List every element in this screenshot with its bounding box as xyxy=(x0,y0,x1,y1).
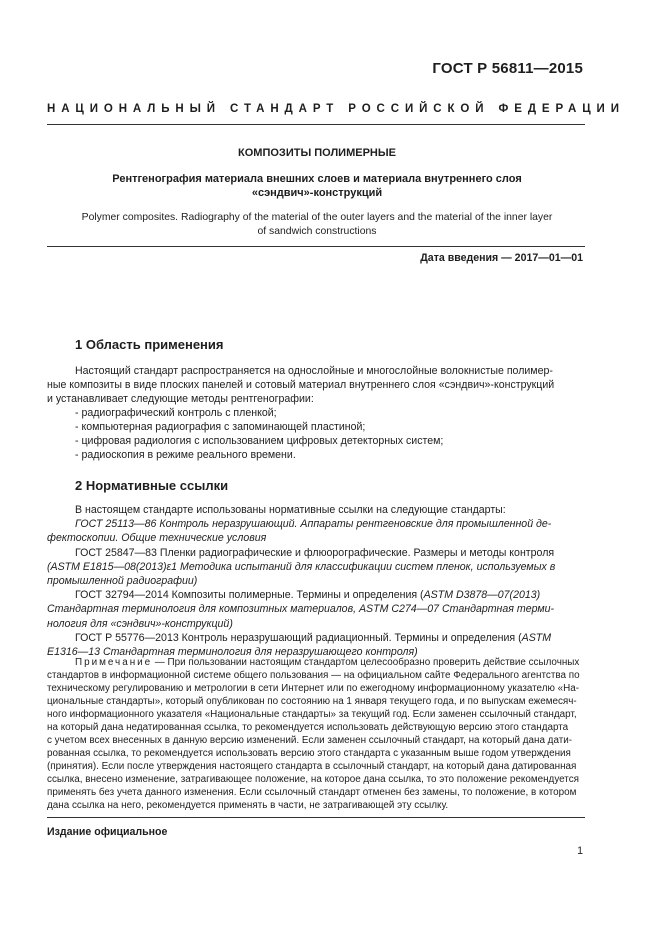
note-line: дана ссылка на него, рекомендуется применять в части, не затрагивающей эту ссылку. xyxy=(47,800,449,811)
english-title xyxy=(47,211,587,239)
paragraph-line: и устанавливает следующие методы рентгенографии: xyxy=(47,393,314,405)
paragraph-line: Настоящий стандарт распространяется на однослойные и многослойные волокнистые полимер- xyxy=(75,365,553,377)
official-edition-label: Издание официальное xyxy=(47,826,168,838)
document-number: ГОСТ Р 56811—2015 xyxy=(432,60,583,77)
document-subtitle xyxy=(47,172,587,200)
national-standard-header: НАЦИОНАЛЬНЫЙ СТАНДАРТ РОССИЙСКОЙ ФЕДЕРАЦИИ xyxy=(47,103,625,115)
section-2-heading: 2 Нормативные ссылки xyxy=(75,478,229,493)
reference-line: промышленной радиографии) xyxy=(47,575,198,588)
note-line xyxy=(47,656,585,669)
header-rule xyxy=(47,124,585,125)
reference-line: Стандартная терминология для композитных материалов, ASTM C274—07 Стандартная терми- xyxy=(47,603,555,616)
list-item: - радиографический контроль с пленкой; xyxy=(75,407,277,419)
list-item: - радиоскопия в режиме реального времени. xyxy=(75,449,296,461)
subtitle-line: Рентгенография материала внешних слоев и материала внутреннего слоя xyxy=(112,173,522,185)
title-rule xyxy=(47,246,585,247)
reference-text: ГОСТ 32794—2014 Композиты полимерные. Термины и определения ( xyxy=(75,589,424,602)
english-title-line: Polymer composites. Radiography of the material of the outer layers and the material of the inner layer xyxy=(81,212,553,223)
note-label: Примечание xyxy=(75,657,153,668)
note-line: стандартов в информационной системе общего пользования — на официальном сайте Федерального агентства по xyxy=(47,670,580,681)
note-line: с учетом всех внесенных в данную версию изменений. Если заменен ссылочный стандарт, на который дана дати- xyxy=(47,735,573,746)
note-line: (принятия). Если после утверждения настоящего стандарта в ссылочный стандарт, на который дана датированная xyxy=(47,761,577,772)
note-line: рованная ссылка, то рекомендуется использовать версию этого стандарта с указанным выше годом утверждения xyxy=(47,748,571,759)
subtitle-line: «сэндвич»-конструкций xyxy=(251,187,383,199)
list-item: - цифровая радиология с использованием цифровых детекторных систем; xyxy=(75,435,444,447)
reference-line: (ASTM E1815—08(2013)ε1 Методика испытаний для классификации систем пленок, используемых в xyxy=(47,560,556,573)
reference-text: ASTM D3878—07(2013) xyxy=(423,589,541,602)
note-text: — При пользовании настоящим стандартом целесообразно проверить действие ссылочных xyxy=(152,657,580,668)
document-title: КОМПОЗИТЫ ПОЛИМЕРНЫЕ xyxy=(238,147,396,159)
footer-rule xyxy=(47,817,585,818)
reference-line xyxy=(47,631,585,645)
note-line: ного информационного указателя «Национальные стандарты» за текущий год. Если заменен ссылочный стандарт, xyxy=(47,709,577,720)
note-line: на который дана недатированная ссылка, то рекомендуется использовать действующую версию этого стандарта xyxy=(47,722,569,733)
reference-line xyxy=(47,588,585,602)
page-number: 1 xyxy=(577,845,583,857)
section-1-heading: 1 Область применения xyxy=(75,337,224,352)
reference-line: нология для «сэндвич»-конструкций) xyxy=(47,617,233,630)
english-title-line: of sandwich constructions xyxy=(257,226,377,237)
section-1-paragraph xyxy=(47,364,585,406)
references-intro: В настоящем стандарте использованы нормативные ссылки на следующие стандарты: xyxy=(75,504,506,516)
note-block xyxy=(47,656,585,812)
note-line: применять без учета данного изменения. Если ссылочный стандарт отменен без замены, то положение, в котором xyxy=(47,787,577,798)
note-line: циональные стандарты», который опубликован по состоянию на 1 января текущего года, и по выпускам ежемесяч- xyxy=(47,696,577,707)
introduction-date: Дата введения — 2017—01—01 xyxy=(420,252,583,264)
reference-line: E1316—13 Стандартная терминология для неразрушающего контроля) xyxy=(47,646,418,659)
normative-references xyxy=(47,503,585,659)
note-line: ссылка, внесено изменение, затрагивающее положение, на которое дана ссылка, то это положение рекомендуется xyxy=(47,774,580,785)
methods-list xyxy=(75,406,443,462)
reference-line: фектоскопии. Общие технические условия xyxy=(47,532,267,545)
paragraph-line: ные композиты в виде плоских панелей и сотовый материал внутреннего слоя «сэндвич»-конструкций xyxy=(47,379,555,391)
reference-text: ГОСТ Р 55776—2013 Контроль неразрушающий радиационный. Термины и определения ( xyxy=(75,631,522,644)
reference-text: ASTM xyxy=(521,631,552,644)
list-item: - компьютерная радиография с запоминающей пластиной; xyxy=(75,421,366,433)
note-line: техническому регулированию и метрологии в сети Интернет или по ежегодному информационному указателю «На- xyxy=(47,683,580,694)
reference-line: ГОСТ 25113—86 Контроль неразрушающий. Аппараты рентгеновские для промышленной де- xyxy=(75,518,552,531)
reference-line: ГОСТ 25847—83 Пленки радиографические и флюорографические. Размеры и методы контроля xyxy=(75,546,555,559)
